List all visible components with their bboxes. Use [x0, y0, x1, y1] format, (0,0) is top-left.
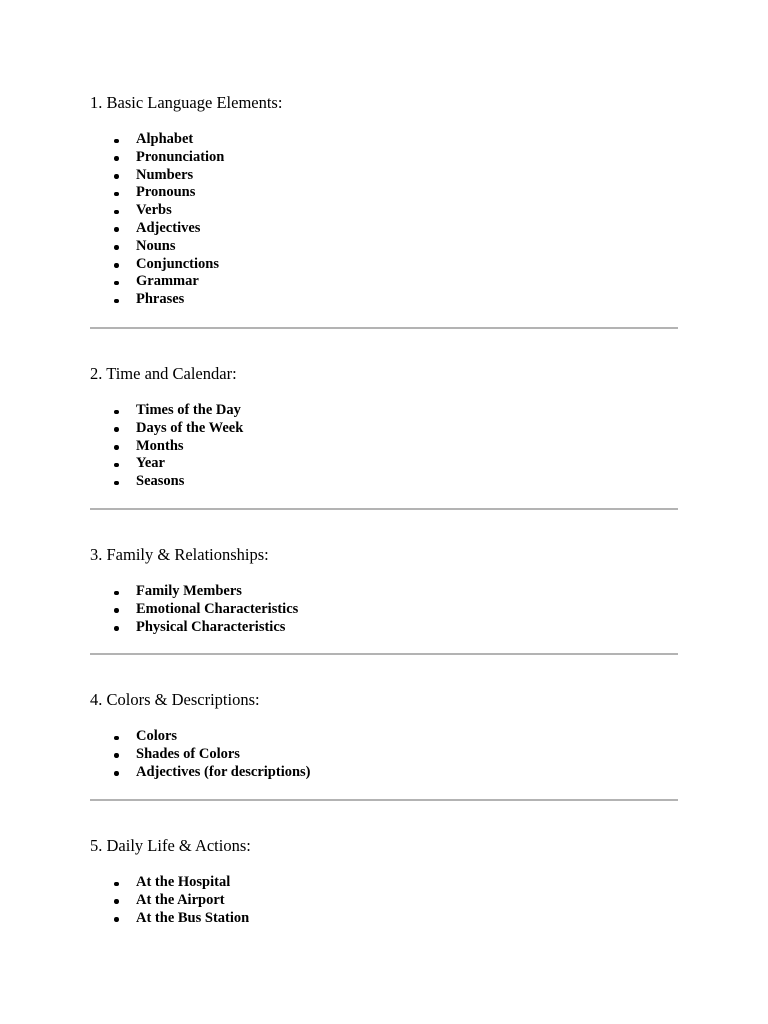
- bullet-list-colors-descriptions: [90, 728, 311, 781]
- bullet-icon: [114, 882, 119, 887]
- list-item: [90, 619, 298, 637]
- bullet-icon: [114, 463, 119, 468]
- list-item-label: Conjunctions: [136, 255, 219, 272]
- list-item-label: Months: [136, 437, 184, 454]
- section-heading-daily-life: 5. Daily Life & Actions:: [90, 836, 251, 855]
- bullet-icon: [114, 899, 119, 904]
- bullet-icon: [114, 917, 119, 922]
- list-item: [90, 220, 224, 238]
- list-item: [90, 167, 224, 185]
- list-item: [90, 892, 249, 910]
- list-item-label: Shades of Colors: [136, 745, 240, 762]
- list-item: [90, 402, 243, 420]
- bullet-icon: [114, 427, 119, 432]
- list-item: [90, 420, 243, 438]
- list-item-label: Pronunciation: [136, 148, 225, 165]
- bullet-icon: [114, 192, 119, 197]
- list-item-label: At the Airport: [136, 891, 225, 908]
- list-item: [90, 455, 243, 473]
- section-divider: [90, 508, 678, 510]
- bullet-icon: [114, 210, 119, 215]
- section-heading-colors-descriptions: 4. Colors & Descriptions:: [90, 690, 260, 709]
- section-divider: [90, 799, 678, 801]
- bullet-icon: [114, 626, 119, 631]
- list-item-label: At the Hospital: [136, 874, 231, 890]
- list-item-label: Emotional Characteristics: [136, 600, 299, 617]
- list-item: [90, 874, 249, 892]
- list-item: [90, 238, 224, 256]
- section-heading-family-relationships: 3. Family & Relationships:: [90, 545, 269, 564]
- list-item-label: Pronouns: [136, 184, 196, 201]
- bullet-icon: [114, 245, 119, 250]
- list-item: [90, 149, 224, 167]
- list-item: [90, 764, 311, 782]
- list-item: [90, 601, 298, 619]
- bullet-list-basic-language: [90, 131, 224, 309]
- bullet-icon: [114, 481, 119, 486]
- bullet-icon: [114, 156, 119, 161]
- list-item: [90, 728, 311, 746]
- list-item-label: Adjectives (for descriptions): [136, 763, 311, 780]
- bullet-icon: [114, 410, 119, 415]
- bullet-icon: [114, 263, 119, 268]
- list-item: [90, 256, 224, 274]
- bullet-icon: [114, 445, 119, 450]
- list-item-label: Year: [136, 455, 165, 472]
- bullet-icon: [114, 771, 119, 776]
- bullet-icon: [114, 591, 119, 596]
- section-divider: [90, 653, 678, 655]
- bullet-list-family-relationships: [90, 583, 298, 636]
- section-heading-time-calendar: 2. Time and Calendar:: [90, 364, 237, 383]
- bullet-icon: [114, 139, 119, 144]
- list-item: [90, 273, 224, 291]
- list-item-label: Seasons: [136, 473, 185, 490]
- bullet-icon: [114, 281, 119, 286]
- list-item: [90, 291, 224, 309]
- list-item-label: Family Members: [136, 583, 242, 599]
- section-heading-basic-language: 1. Basic Language Elements:: [90, 93, 283, 112]
- list-item-label: Numbers: [136, 166, 194, 183]
- bullet-list-daily-life: [90, 874, 249, 927]
- list-item-label: Verbs: [136, 202, 172, 219]
- list-item: [90, 184, 224, 202]
- list-item: [90, 910, 249, 928]
- list-item: [90, 746, 311, 764]
- bullet-icon: [114, 736, 119, 741]
- list-item-label: Grammar: [136, 273, 199, 290]
- list-item-label: Times of the Day: [136, 402, 241, 418]
- list-item-label: Phrases: [136, 291, 185, 308]
- bullet-icon: [114, 227, 119, 232]
- list-item: [90, 131, 224, 149]
- list-item-label: Nouns: [136, 237, 176, 254]
- list-item-label: At the Bus Station: [136, 909, 250, 926]
- list-item: [90, 583, 298, 601]
- list-item-label: Adjectives: [136, 219, 201, 236]
- bullet-icon: [114, 753, 119, 758]
- bullet-icon: [114, 299, 119, 304]
- section-divider: [90, 327, 678, 329]
- list-item-label: Days of the Week: [136, 419, 244, 436]
- list-item: [90, 202, 224, 220]
- list-item-label: Colors: [136, 728, 178, 744]
- list-item-label: Alphabet: [136, 131, 194, 147]
- bullet-list-time-calendar: [90, 402, 243, 491]
- bullet-icon: [114, 174, 119, 179]
- list-item: [90, 438, 243, 456]
- list-item: [90, 473, 243, 491]
- bullet-icon: [114, 608, 119, 613]
- list-item-label: Physical Characteristics: [136, 618, 286, 635]
